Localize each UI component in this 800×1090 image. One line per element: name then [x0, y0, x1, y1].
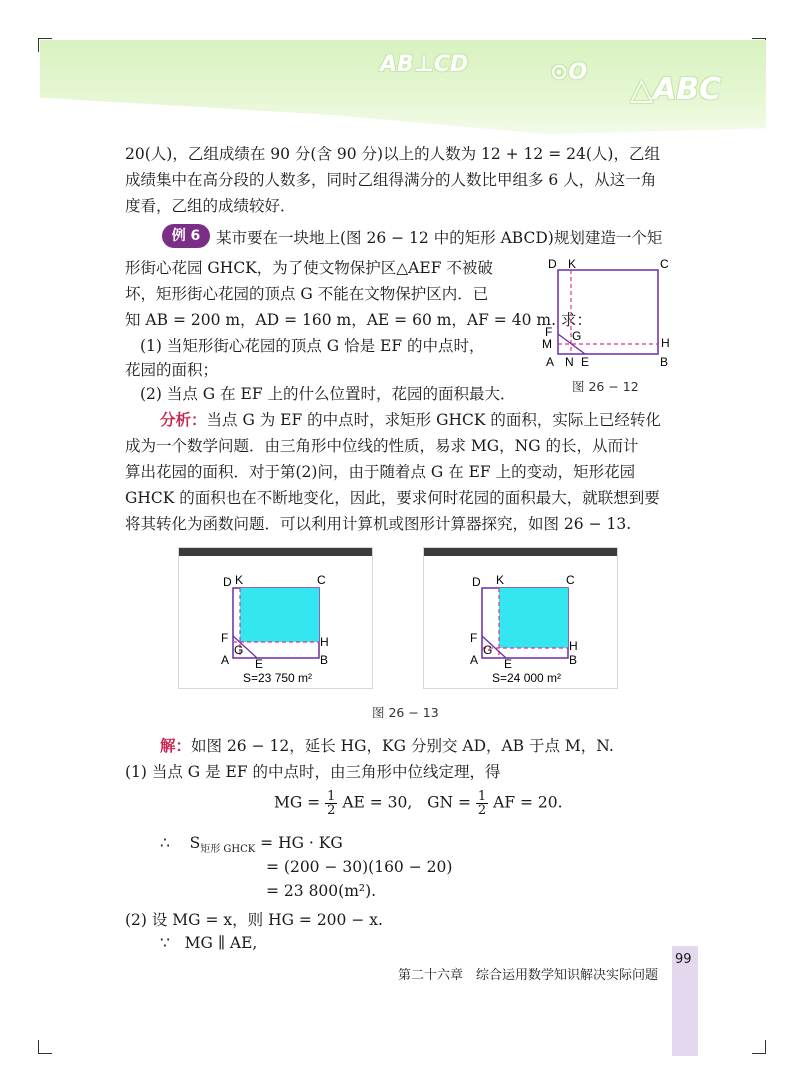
area-readout: S=23 750 m²: [243, 671, 313, 685]
example-line-3: 坏，矩形街心花园的顶点 G 不能在文物保护区内．已: [125, 285, 489, 303]
label-g: G: [572, 329, 582, 343]
figure-26-12: [538, 252, 678, 377]
analysis-line-5: 将其转化为函数问题．可以利用计算机或图形计算器探究，如图 26 − 13.: [125, 515, 632, 533]
label-c: C: [660, 257, 669, 271]
label-f: F: [221, 631, 229, 645]
label-a: A: [470, 653, 479, 667]
frac-den: 2: [477, 803, 487, 818]
area-subscript: 矩形 GHCK: [200, 844, 256, 856]
figure-26-13-caption: 图 26 − 13: [372, 705, 439, 720]
therefore-symbol: ∴: [160, 834, 170, 852]
label-e: E: [581, 355, 590, 369]
figure-26-13-right-diagram: [424, 556, 619, 688]
label-e: E: [504, 657, 513, 671]
garden-rect: [240, 588, 319, 642]
figure-26-13-left-screen: [178, 547, 373, 689]
label-d: D: [223, 575, 232, 589]
chapter-footer: 第二十六章 综合运用数学知识解决实际问题: [398, 968, 659, 983]
figure-26-12-caption: 图 26 − 12: [572, 379, 639, 394]
analysis-line-1-text: 当点 G 为 EF 的中点时，求矩形 GHCK 的面积，实际上已经转化: [206, 411, 661, 429]
header-deco-triangle: △ABC: [630, 72, 722, 107]
analysis-line-1: [160, 408, 661, 430]
example-badge: 例 6: [162, 224, 210, 248]
parallel-statement: MG ∥ AE,: [184, 934, 258, 952]
label-e: E: [255, 657, 264, 671]
intro-line-2: 成绩集中在高分段的人数多，同时乙组得满分的人数比甲组多 6 人，从这一角: [125, 171, 657, 189]
crop-mark-bottom-left: [38, 1040, 52, 1054]
solution-line-2: (1) 当点 G 是 EF 的中点时，由三角形中位线定理，得: [125, 763, 501, 781]
frac-num: 1: [327, 789, 336, 804]
crop-mark-bottom-right: [752, 1040, 766, 1054]
label-f: F: [545, 325, 553, 339]
area-formula: = HG · KG: [260, 834, 343, 852]
label-g: G: [234, 643, 244, 657]
label-k: K: [235, 573, 244, 587]
solution-line-1-text: 如图 26 − 12，延长 HG，KG 分别交 AD，AB 于点 M，N.: [191, 737, 614, 755]
example-line-2: 形街心花园 GHCK，为了使文物保护区△AEF 不被破: [125, 259, 493, 277]
eq-mg: MG =: [274, 793, 321, 812]
label-h: H: [320, 635, 329, 649]
frac-num: 1: [477, 789, 487, 804]
analysis-line-2: 成为一个数学问题．由三角形中位线的性质，易求 MG，NG 的长，从而计: [125, 437, 639, 455]
label-d: D: [548, 257, 557, 271]
analysis-label: 分析：: [160, 411, 207, 429]
intro-line-1: 20(人)，乙组成绩在 90 分(含 90 分)以上的人数为 12 + 12 = 24(人)，乙组: [125, 145, 660, 163]
because-symbol: ∵: [160, 934, 170, 952]
label-g: G: [483, 643, 493, 657]
header-deco-perpendicular: AB⊥CD: [380, 52, 469, 77]
label-b: B: [320, 653, 329, 667]
label-f: F: [470, 631, 478, 645]
area-symbol: S: [189, 834, 201, 852]
frac-den: 2: [327, 803, 336, 818]
eq-af: AF = 20.: [493, 793, 563, 812]
area-line-3: = 23 800(m²).: [266, 882, 377, 900]
label-m: M: [542, 337, 552, 351]
question-1-line-b: 花园的面积；: [125, 361, 219, 379]
label-h: H: [569, 639, 578, 653]
fraction-half-1: [325, 790, 337, 817]
area-readout: S=24 000 m²: [492, 671, 562, 685]
eq-gn: GN =: [427, 793, 471, 812]
label-d: D: [472, 575, 481, 589]
solution-label: 解：: [160, 737, 192, 755]
label-a: A: [221, 653, 230, 667]
label-h: H: [661, 336, 670, 350]
solution-line-4: [160, 934, 257, 952]
question-2: (2) 当点 G 在 EF 上的什么位置时，花园的面积最大．: [140, 385, 516, 403]
solution-line-1: [160, 734, 614, 756]
page-number: 99: [675, 952, 692, 967]
area-line-1: [160, 834, 343, 855]
solution-line-3: (2) 设 MG = x，则 HG = 200 − x.: [125, 911, 383, 929]
example-line-4: 知 AB = 200 m，AD = 160 m，AE = 60 m，AF = 40 m. 求：: [125, 311, 592, 329]
figure-26-13-right-screen: [423, 547, 618, 689]
intro-line-3: 度看，乙组的成绩较好．: [125, 197, 296, 215]
label-b: B: [569, 653, 578, 667]
header-deco-circle: ⊙O: [550, 60, 588, 85]
fraction-half-2: [476, 790, 488, 817]
equation-midline: [274, 790, 563, 817]
label-b: B: [660, 355, 669, 369]
area-line-2: = (200 − 30)(160 − 20): [266, 858, 453, 876]
page-number-tab: [672, 946, 698, 1056]
label-c: C: [317, 573, 326, 587]
analysis-line-4: GHCK 的面积也在不断地变化，因此，要求何时花园的面积最大，就联想到要: [125, 489, 660, 507]
label-c: C: [566, 573, 575, 587]
eq-ae: AE = 30,: [342, 793, 413, 812]
label-n: N: [565, 355, 574, 369]
screen-titlebar: [179, 548, 372, 556]
label-k: K: [496, 573, 505, 587]
label-k: K: [568, 257, 577, 271]
figure-26-13-left-diagram: [179, 556, 374, 688]
example-line-1: 某市要在一块地上(图 26 − 12 中的矩形 ABCD)规划建造一个矩: [216, 229, 663, 247]
label-a: A: [546, 355, 555, 369]
question-1-line-a: (1) 当矩形街心花园的顶点 G 恰是 EF 的中点时，: [140, 337, 485, 355]
garden-rect: [499, 588, 568, 648]
screen-titlebar: [424, 548, 617, 556]
analysis-line-3: 算出花园的面积．对于第(2)问，由于随着点 G 在 EF 上的变动，矩形花园: [125, 463, 636, 481]
